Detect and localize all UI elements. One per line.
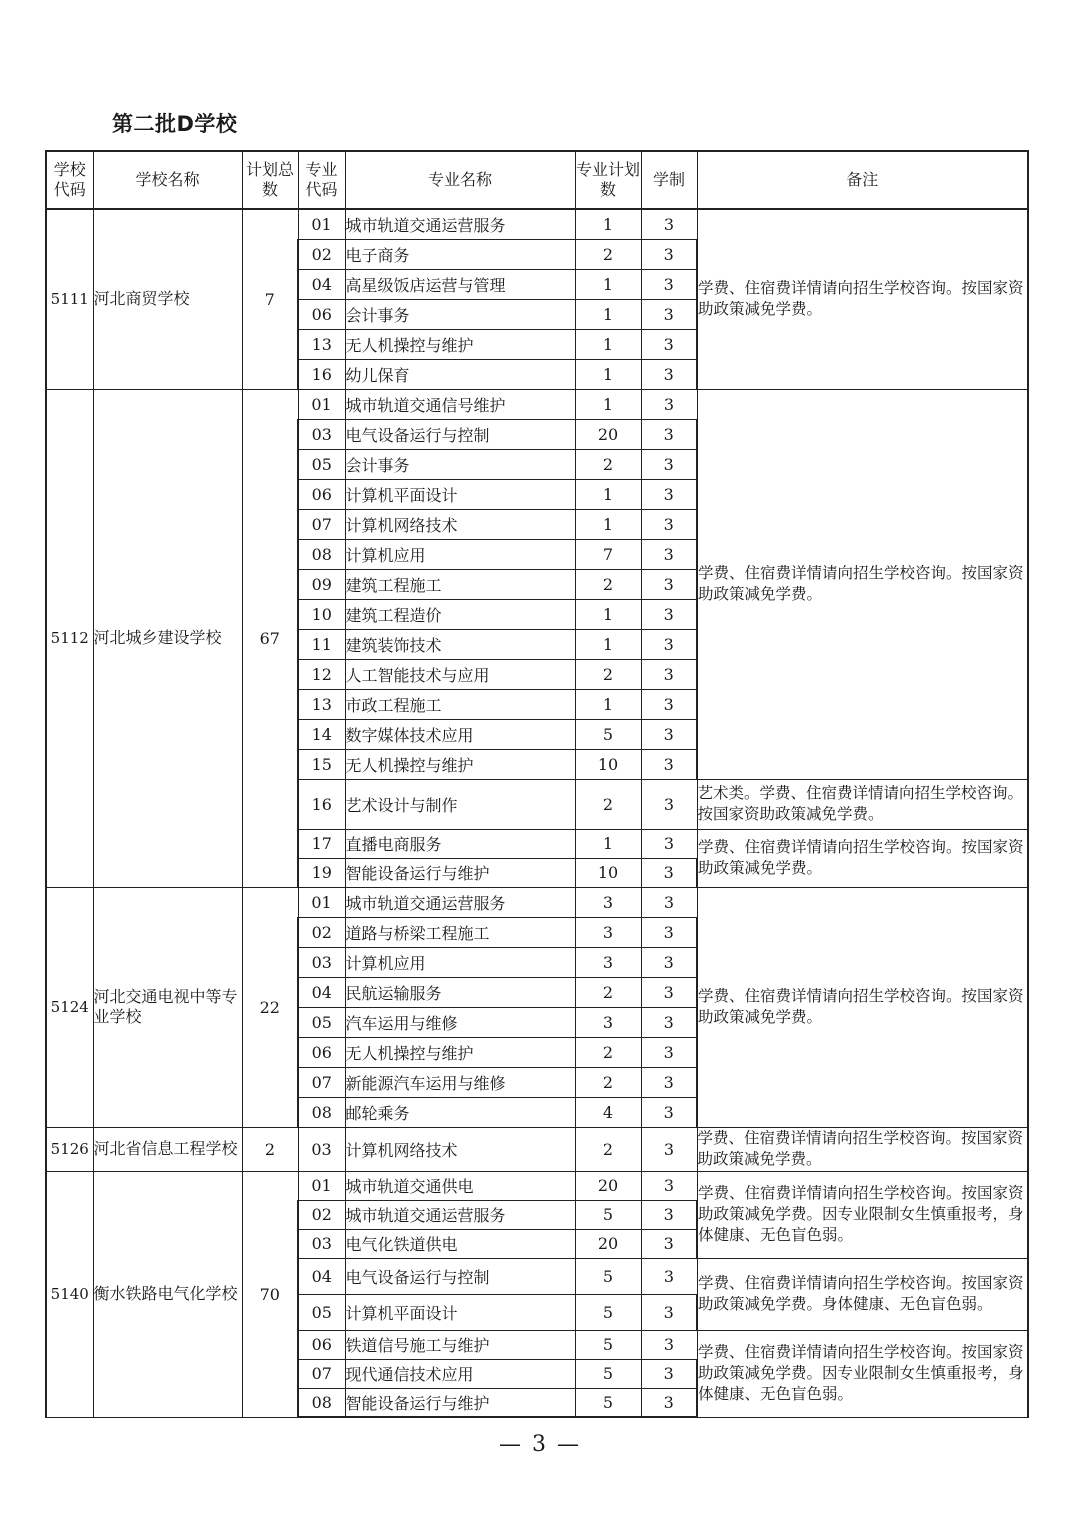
- major-code-cell: 01: [298, 389, 345, 419]
- remark-cell: 学费、住宿费详情请向招生学校咨询。按国家资助政策减免学费。: [697, 1127, 1028, 1171]
- duration-cell: 3: [641, 947, 697, 977]
- major-name-cell: 高星级饭店运营与管理: [345, 269, 575, 299]
- major-name-cell: 智能设备运行与维护: [345, 1388, 575, 1417]
- major-plan-cell: 1: [575, 509, 641, 539]
- major-code-cell: 06: [298, 479, 345, 509]
- major-code-cell: 08: [298, 1097, 345, 1127]
- major-code-cell: 07: [298, 1067, 345, 1097]
- major-plan-cell: 1: [575, 269, 641, 299]
- major-plan-cell: 1: [575, 629, 641, 659]
- school-name-cell: 河北省信息工程学校: [93, 1127, 242, 1171]
- school-code-cell: 5140: [46, 1171, 93, 1417]
- major-code-cell: 16: [298, 779, 345, 829]
- major-name-cell: 城市轨道交通运营服务: [345, 209, 575, 239]
- school-code-cell: 5124: [46, 887, 93, 1127]
- header-school-name: 学校名称: [93, 151, 242, 209]
- remark-cell: 学费、住宿费详情请向招生学校咨询。按国家资助政策减免学费。因专业限制女生慎重报考，身体健康、无色盲色弱。: [697, 1171, 1028, 1258]
- duration-cell: 3: [641, 1037, 697, 1067]
- major-name-cell: 城市轨道交通运营服务: [345, 887, 575, 917]
- table-row: [46, 389, 1028, 419]
- major-code-cell: 02: [298, 239, 345, 269]
- remark-cell: 学费、住宿费详情请向招生学校咨询。按国家资助政策减免学费。: [697, 209, 1028, 389]
- major-plan-cell: 10: [575, 749, 641, 779]
- duration-cell: 3: [641, 1127, 697, 1171]
- major-name-cell: 现代通信技术应用: [345, 1359, 575, 1388]
- major-plan-cell: 20: [575, 1229, 641, 1258]
- major-name-cell: 城市轨道交通运营服务: [345, 1200, 575, 1229]
- major-code-cell: 06: [298, 1330, 345, 1359]
- major-code-cell: 02: [298, 917, 345, 947]
- table-body: [46, 209, 1028, 1417]
- major-name-cell: 铁道信号施工与维护: [345, 1330, 575, 1359]
- duration-cell: 3: [641, 599, 697, 629]
- major-name-cell: 幼儿保育: [345, 359, 575, 389]
- duration-cell: 3: [641, 1359, 697, 1388]
- major-code-cell: 13: [298, 689, 345, 719]
- major-name-cell: 会计事务: [345, 449, 575, 479]
- major-name-cell: 人工智能技术与应用: [345, 659, 575, 689]
- major-name-cell: 计算机平面设计: [345, 1294, 575, 1330]
- remark-cell: 学费、住宿费详情请向招生学校咨询。按国家资助政策减免学费。: [697, 389, 1028, 779]
- duration-cell: 3: [641, 659, 697, 689]
- major-name-cell: 智能设备运行与维护: [345, 858, 575, 887]
- major-plan-cell: 2: [575, 449, 641, 479]
- major-plan-cell: 2: [575, 1037, 641, 1067]
- major-plan-cell: 1: [575, 359, 641, 389]
- plan-total-cell: 7: [242, 209, 298, 389]
- major-code-cell: 01: [298, 1171, 345, 1200]
- duration-cell: 3: [641, 449, 697, 479]
- major-plan-cell: 10: [575, 858, 641, 887]
- duration-cell: 3: [641, 539, 697, 569]
- duration-cell: 3: [641, 209, 697, 239]
- major-code-cell: 12: [298, 659, 345, 689]
- major-name-cell: 直播电商服务: [345, 829, 575, 858]
- plan-total-cell: 67: [242, 389, 298, 887]
- major-code-cell: 04: [298, 1258, 345, 1294]
- major-plan-cell: 1: [575, 329, 641, 359]
- school-code-cell: 5126: [46, 1127, 93, 1171]
- major-plan-cell: 5: [575, 1388, 641, 1417]
- plan-total-cell: 2: [242, 1127, 298, 1171]
- duration-cell: 3: [641, 389, 697, 419]
- duration-cell: 3: [641, 858, 697, 887]
- duration-cell: 3: [641, 1007, 697, 1037]
- major-plan-cell: 5: [575, 1200, 641, 1229]
- remark-cell: 学费、住宿费详情请向招生学校咨询。按国家资助政策减免学费。身体健康、无色盲色弱。: [697, 1258, 1028, 1330]
- major-plan-cell: 5: [575, 1359, 641, 1388]
- major-name-cell: 无人机操控与维护: [345, 329, 575, 359]
- major-name-cell: 数字媒体技术应用: [345, 719, 575, 749]
- major-plan-cell: 2: [575, 1127, 641, 1171]
- major-name-cell: 计算机应用: [345, 539, 575, 569]
- major-plan-cell: 1: [575, 689, 641, 719]
- duration-cell: 3: [641, 829, 697, 858]
- table-row: [46, 209, 1028, 239]
- major-name-cell: 建筑工程施工: [345, 569, 575, 599]
- remark-cell: 学费、住宿费详情请向招生学校咨询。按国家资助政策减免学费。: [697, 887, 1028, 1127]
- duration-cell: 3: [641, 1171, 697, 1200]
- major-code-cell: 15: [298, 749, 345, 779]
- duration-cell: 3: [641, 1067, 697, 1097]
- major-code-cell: 13: [298, 329, 345, 359]
- major-name-cell: 电气设备运行与控制: [345, 1258, 575, 1294]
- major-name-cell: 汽车运用与维修: [345, 1007, 575, 1037]
- major-plan-cell: 3: [575, 1007, 641, 1037]
- duration-cell: 3: [641, 1258, 697, 1294]
- major-plan-cell: 2: [575, 659, 641, 689]
- remark-cell: 学费、住宿费详情请向招生学校咨询。按国家资助政策减免学费。因专业限制女生慎重报考，身体健康、无色盲色弱。: [697, 1330, 1028, 1417]
- major-code-cell: 16: [298, 359, 345, 389]
- major-code-cell: 11: [298, 629, 345, 659]
- duration-cell: 3: [641, 887, 697, 917]
- major-code-cell: 08: [298, 1388, 345, 1417]
- major-name-cell: 民航运输服务: [345, 977, 575, 1007]
- major-plan-cell: 7: [575, 539, 641, 569]
- major-name-cell: 无人机操控与维护: [345, 749, 575, 779]
- major-plan-cell: 20: [575, 1171, 641, 1200]
- table-header-row: [46, 151, 1028, 209]
- duration-cell: 3: [641, 479, 697, 509]
- major-name-cell: 邮轮乘务: [345, 1097, 575, 1127]
- duration-cell: 3: [641, 419, 697, 449]
- admission-plan-table: [45, 150, 1029, 1418]
- major-name-cell: 建筑装饰技术: [345, 629, 575, 659]
- header-remark: 备注: [697, 151, 1028, 209]
- header-major-name: 专业名称: [345, 151, 575, 209]
- major-plan-cell: 2: [575, 1067, 641, 1097]
- duration-cell: 3: [641, 1097, 697, 1127]
- major-plan-cell: 5: [575, 719, 641, 749]
- major-name-cell: 城市轨道交通供电: [345, 1171, 575, 1200]
- major-plan-cell: 5: [575, 1294, 641, 1330]
- duration-cell: 3: [641, 1200, 697, 1229]
- duration-cell: 3: [641, 779, 697, 829]
- major-name-cell: 电气化铁道供电: [345, 1229, 575, 1258]
- major-code-cell: 06: [298, 1037, 345, 1067]
- major-code-cell: 06: [298, 299, 345, 329]
- school-code-cell: 5112: [46, 389, 93, 887]
- major-name-cell: 无人机操控与维护: [345, 1037, 575, 1067]
- major-name-cell: 计算机网络技术: [345, 509, 575, 539]
- major-plan-cell: 3: [575, 887, 641, 917]
- school-name-cell: 衡水铁路电气化学校: [93, 1171, 242, 1417]
- school-name-cell: 河北交通电视中等专业学校: [93, 887, 242, 1127]
- major-code-cell: 07: [298, 509, 345, 539]
- header-plan-total: 计划总数: [242, 151, 298, 209]
- duration-cell: 3: [641, 329, 697, 359]
- duration-cell: 3: [641, 239, 697, 269]
- major-code-cell: 03: [298, 1229, 345, 1258]
- major-plan-cell: 5: [575, 1258, 641, 1294]
- major-plan-cell: 1: [575, 209, 641, 239]
- remark-cell: 艺术类。学费、住宿费详情请向招生学校咨询。按国家资助政策减免学费。: [697, 779, 1028, 829]
- table-row: [46, 1127, 1028, 1171]
- major-name-cell: 市政工程施工: [345, 689, 575, 719]
- major-plan-cell: 1: [575, 389, 641, 419]
- major-plan-cell: 1: [575, 299, 641, 329]
- major-code-cell: 17: [298, 829, 345, 858]
- major-name-cell: 计算机应用: [345, 947, 575, 977]
- page-number: — 3 —: [499, 1432, 581, 1457]
- duration-cell: 3: [641, 719, 697, 749]
- duration-cell: 3: [641, 917, 697, 947]
- major-code-cell: 08: [298, 539, 345, 569]
- plan-total-cell: 22: [242, 887, 298, 1127]
- school-name-cell: 河北商贸学校: [93, 209, 242, 389]
- major-code-cell: 07: [298, 1359, 345, 1388]
- major-name-cell: 计算机网络技术: [345, 1127, 575, 1171]
- major-code-cell: 03: [298, 1127, 345, 1171]
- major-code-cell: 01: [298, 209, 345, 239]
- duration-cell: 3: [641, 299, 697, 329]
- major-code-cell: 01: [298, 887, 345, 917]
- table-row: [46, 887, 1028, 917]
- major-plan-cell: 3: [575, 947, 641, 977]
- header-duration: 学制: [641, 151, 697, 209]
- table-row: [46, 1171, 1028, 1200]
- major-code-cell: 14: [298, 719, 345, 749]
- duration-cell: 3: [641, 1330, 697, 1359]
- school-code-cell: 5111: [46, 209, 93, 389]
- major-plan-cell: 1: [575, 829, 641, 858]
- header-school-code: 学校代码: [46, 151, 93, 209]
- major-plan-cell: 2: [575, 239, 641, 269]
- major-code-cell: 05: [298, 1007, 345, 1037]
- duration-cell: 3: [641, 1229, 697, 1258]
- duration-cell: 3: [641, 977, 697, 1007]
- duration-cell: 3: [641, 569, 697, 599]
- major-code-cell: 05: [298, 449, 345, 479]
- major-code-cell: 04: [298, 977, 345, 1007]
- major-code-cell: 19: [298, 858, 345, 887]
- major-code-cell: 09: [298, 569, 345, 599]
- duration-cell: 3: [641, 269, 697, 299]
- major-name-cell: 电气设备运行与控制: [345, 419, 575, 449]
- major-name-cell: 城市轨道交通信号维护: [345, 389, 575, 419]
- duration-cell: 3: [641, 629, 697, 659]
- major-plan-cell: 2: [575, 977, 641, 1007]
- school-name-cell: 河北城乡建设学校: [93, 389, 242, 887]
- duration-cell: 3: [641, 1294, 697, 1330]
- major-code-cell: 03: [298, 947, 345, 977]
- duration-cell: 3: [641, 749, 697, 779]
- header-major-code: 专业代码: [298, 151, 345, 209]
- major-name-cell: 计算机平面设计: [345, 479, 575, 509]
- major-plan-cell: 1: [575, 479, 641, 509]
- major-code-cell: 04: [298, 269, 345, 299]
- major-name-cell: 电子商务: [345, 239, 575, 269]
- major-name-cell: 道路与桥梁工程施工: [345, 917, 575, 947]
- page-heading: 第二批D学校: [112, 112, 238, 136]
- major-code-cell: 03: [298, 419, 345, 449]
- major-name-cell: 新能源汽车运用与维修: [345, 1067, 575, 1097]
- major-plan-cell: 2: [575, 569, 641, 599]
- major-code-cell: 02: [298, 1200, 345, 1229]
- major-plan-cell: 2: [575, 779, 641, 829]
- major-plan-cell: 4: [575, 1097, 641, 1127]
- plan-total-cell: 70: [242, 1171, 298, 1417]
- major-plan-cell: 3: [575, 917, 641, 947]
- major-plan-cell: 1: [575, 599, 641, 629]
- duration-cell: 3: [641, 689, 697, 719]
- major-plan-cell: 20: [575, 419, 641, 449]
- major-code-cell: 10: [298, 599, 345, 629]
- major-name-cell: 艺术设计与制作: [345, 779, 575, 829]
- major-name-cell: 会计事务: [345, 299, 575, 329]
- duration-cell: 3: [641, 359, 697, 389]
- header-major-plan: 专业计划数: [575, 151, 641, 209]
- major-name-cell: 建筑工程造价: [345, 599, 575, 629]
- remark-cell: 学费、住宿费详情请向招生学校咨询。按国家资助政策减免学费。: [697, 829, 1028, 887]
- major-code-cell: 05: [298, 1294, 345, 1330]
- duration-cell: 3: [641, 509, 697, 539]
- major-plan-cell: 5: [575, 1330, 641, 1359]
- duration-cell: 3: [641, 1388, 697, 1417]
